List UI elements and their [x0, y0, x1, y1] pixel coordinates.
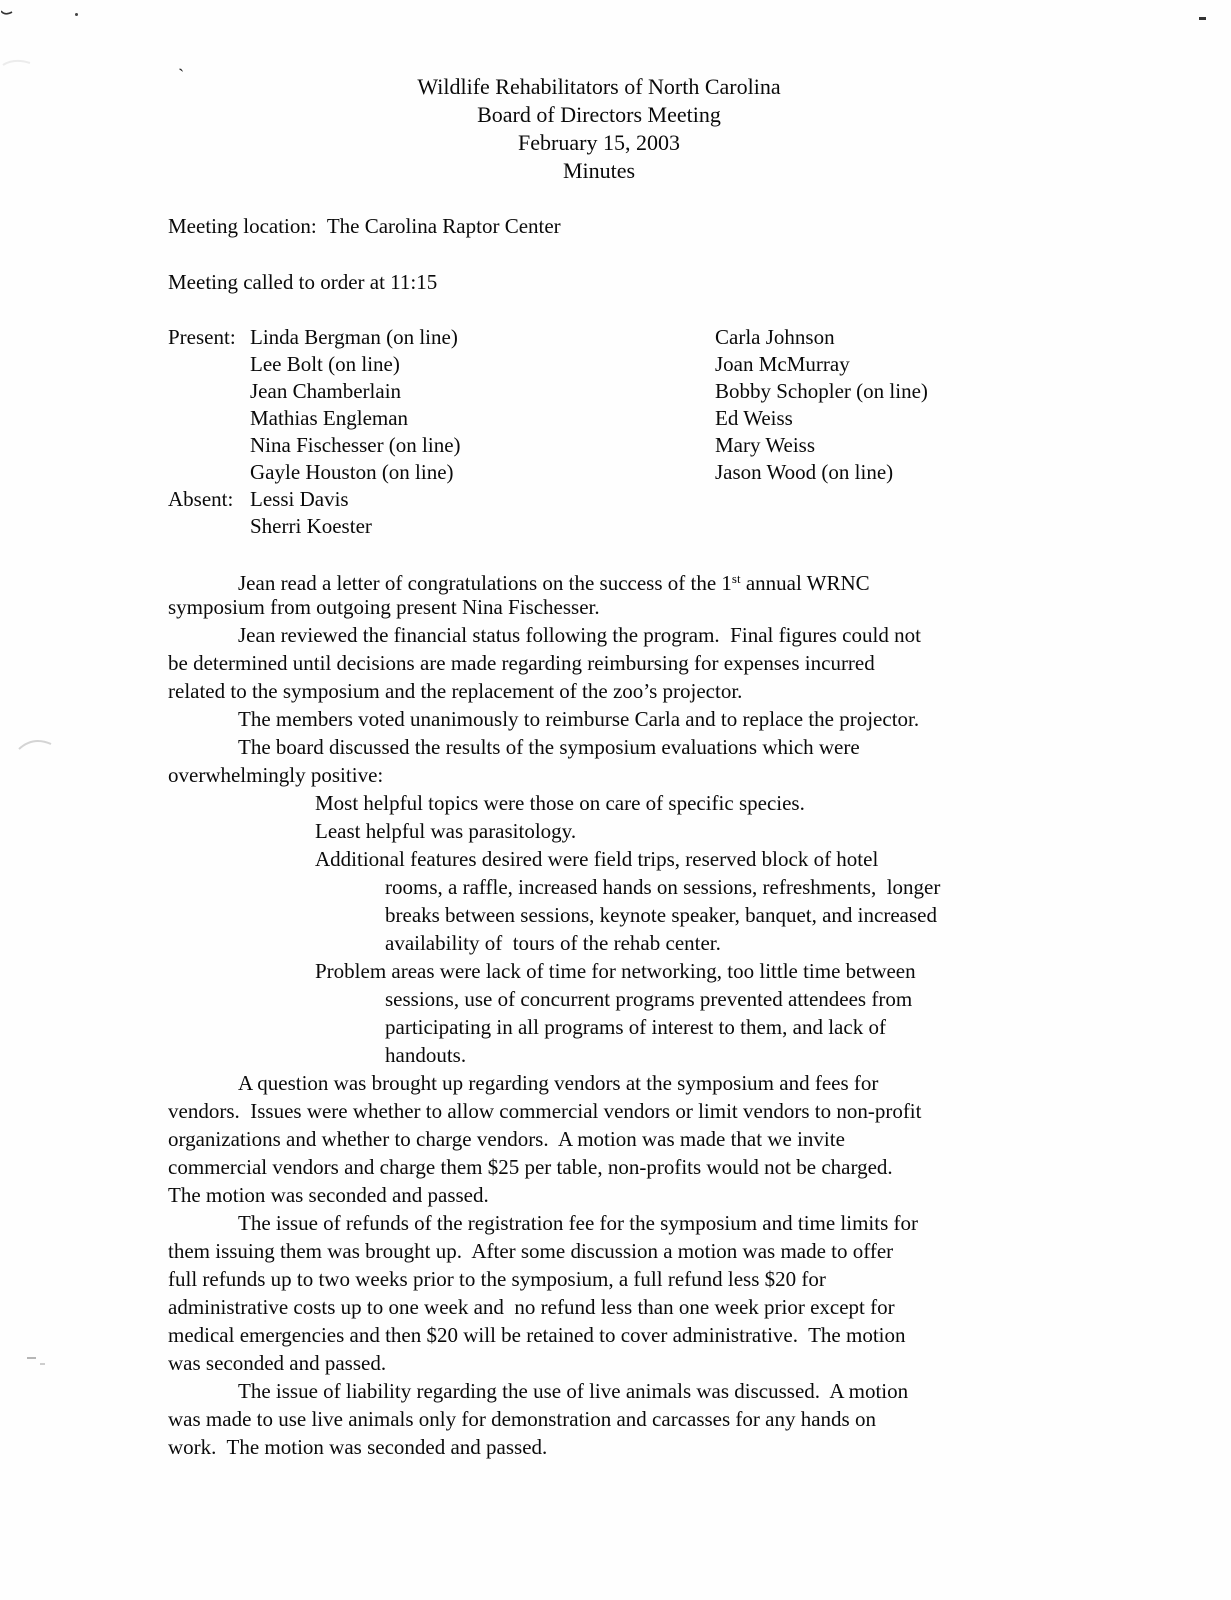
scan-artifact-faint-arc-top	[2, 56, 32, 68]
evaluation-item-line: Problem areas were lack of time for networking, too little time between	[315, 959, 916, 983]
evaluation-item-line: availability of tours of the rehab center.	[385, 931, 721, 955]
minutes-line: The motion was seconded and passed.	[168, 1183, 489, 1207]
attendance-row	[168, 378, 1068, 405]
minutes-line: The board discussed the results of the symposium evaluations which were	[238, 735, 860, 759]
title-line-org: Wildlife Rehabilitators of North Carolina	[417, 74, 781, 99]
minutes-line	[168, 565, 1068, 593]
minutes-line: was seconded and passed.	[168, 1351, 387, 1375]
label-spacer	[168, 513, 250, 540]
attendee-name: Carla Johnson	[715, 325, 835, 349]
label-spacer	[168, 351, 250, 378]
superscript-ordinal: st	[731, 571, 741, 586]
label-spacer	[168, 432, 250, 459]
text-span: annual WRNC	[740, 571, 870, 595]
attendee-name: Joan McMurray	[715, 352, 850, 376]
minutes-line: Jean reviewed the financial status following the program. Final figures could not	[238, 623, 921, 647]
attendee-name: Gayle Houston (on line)	[250, 460, 454, 484]
evaluation-item-line: breaks between sessions, keynote speaker, banquet, and increased	[385, 903, 937, 927]
attendee-name: Lee Bolt (on line)	[250, 352, 400, 376]
title-line-date: February 15, 2003	[518, 130, 680, 155]
evaluation-item-line: sessions, use of concurrent programs prevented attendees from	[385, 987, 913, 1011]
evaluation-item-line: Least helpful was parasitology.	[315, 819, 577, 843]
evaluation-item-line: Additional features desired were field trips, reserved block of hotel	[315, 847, 879, 871]
minutes-line: be determined until decisions are made regarding reimbursing for expenses incurred	[168, 651, 875, 675]
scan-artifact-faint-arc	[18, 734, 54, 752]
minutes-line: The issue of refunds of the registration fee for the symposium and time limits for	[238, 1211, 919, 1235]
absent-label: Absent:	[168, 487, 234, 511]
attendance-row	[168, 432, 1068, 459]
attendee-name: Ed Weiss	[715, 406, 793, 430]
label-spacer	[168, 459, 250, 486]
minutes-line: work. The motion was seconded and passed.	[168, 1435, 548, 1459]
minutes-line: was made to use live animals only for demonstration and carcasses for any hands on	[168, 1407, 876, 1431]
attendee-name: Nina Fischesser (on line)	[250, 433, 461, 457]
document-title-block	[149, 0, 1049, 185]
attendance-row	[168, 405, 1068, 432]
minutes-body	[168, 565, 1068, 1461]
attendee-name: Jean Chamberlain	[250, 379, 402, 403]
minutes-line: commercial vendors and charge them $25 per table, non-profits would not be charged.	[168, 1155, 893, 1179]
minutes-line: The issue of liability regarding the use of live animals was discussed. A motion	[238, 1379, 909, 1403]
evaluation-item-line: rooms, a raffle, increased hands on sessions, refreshments, longer	[385, 875, 941, 899]
present-label: Present:	[168, 325, 236, 349]
label-spacer	[168, 405, 250, 432]
minutes-line: them issuing them was brought up. After some discussion a motion was made to offer	[168, 1239, 894, 1263]
meeting-location-line: Meeting location: The Carolina Raptor Center	[168, 214, 561, 238]
scan-artifact-dash	[1199, 17, 1206, 20]
evaluation-item-line: participating in all programs of interest to them, and lack of	[385, 1015, 886, 1039]
scan-artifact-squiggle	[1, 8, 14, 18]
minutes-line: The members voted unanimously to reimburse Carla and to replace the projector.	[238, 707, 920, 731]
minutes-line: overwhelmingly positive:	[168, 763, 384, 787]
label-spacer	[715, 513, 1068, 540]
text-span: Jean read a letter of congratulations on the success of the 1	[238, 571, 732, 595]
label-spacer	[715, 486, 1068, 513]
attendee-name: Mathias Engleman	[250, 406, 409, 430]
attendee-name: Bobby Schopler (on line)	[715, 379, 928, 403]
attendance-row	[168, 513, 1068, 540]
attendee-name: Jason Wood (on line)	[715, 460, 894, 484]
call-to-order-line: Meeting called to order at 11:15	[168, 270, 438, 294]
title-line-meeting: Board of Directors Meeting	[477, 102, 721, 127]
minutes-line: vendors. Issues were whether to allow commercial vendors or limit vendors to non-profit	[168, 1099, 922, 1123]
minutes-line: organizations and whether to charge vendors. A motion was made that we invite	[168, 1127, 845, 1151]
scan-artifact-dot	[75, 13, 78, 16]
minutes-line: medical emergencies and then $20 will be retained to cover administrative. The motion	[168, 1323, 906, 1347]
attendance-section	[168, 324, 1068, 540]
attendance-row	[168, 351, 1068, 378]
scan-artifact-tick: `	[178, 66, 185, 87]
evaluation-item-line: handouts.	[385, 1043, 467, 1067]
attendee-name: Sherri Koester	[250, 514, 372, 538]
minutes-line: full refunds up to two weeks prior to the symposium, a full refund less $20 for	[168, 1267, 826, 1291]
scan-artifact-specks	[27, 1355, 49, 1369]
minutes-line: A question was brought up regarding vendors at the symposium and fees for	[238, 1071, 879, 1095]
label-spacer	[168, 378, 250, 405]
attendance-row	[168, 459, 1068, 486]
minutes-line: symposium from outgoing present Nina Fischesser.	[168, 595, 600, 619]
attendee-name: Mary Weiss	[715, 433, 815, 457]
document-content	[168, 0, 1068, 1461]
attendance-row	[168, 486, 1068, 513]
attendance-row	[168, 324, 1068, 351]
title-line-minutes: Minutes	[562, 158, 636, 183]
attendee-name: Linda Bergman (on line)	[250, 325, 458, 349]
minutes-line: related to the symposium and the replacement of the zoo’s projector.	[168, 679, 743, 703]
attendee-name: Lessi Davis	[250, 487, 349, 511]
evaluation-item-line: Most helpful topics were those on care of specific species.	[315, 791, 805, 815]
minutes-line: administrative costs up to one week and no refund less than one week prior except for	[168, 1295, 895, 1319]
